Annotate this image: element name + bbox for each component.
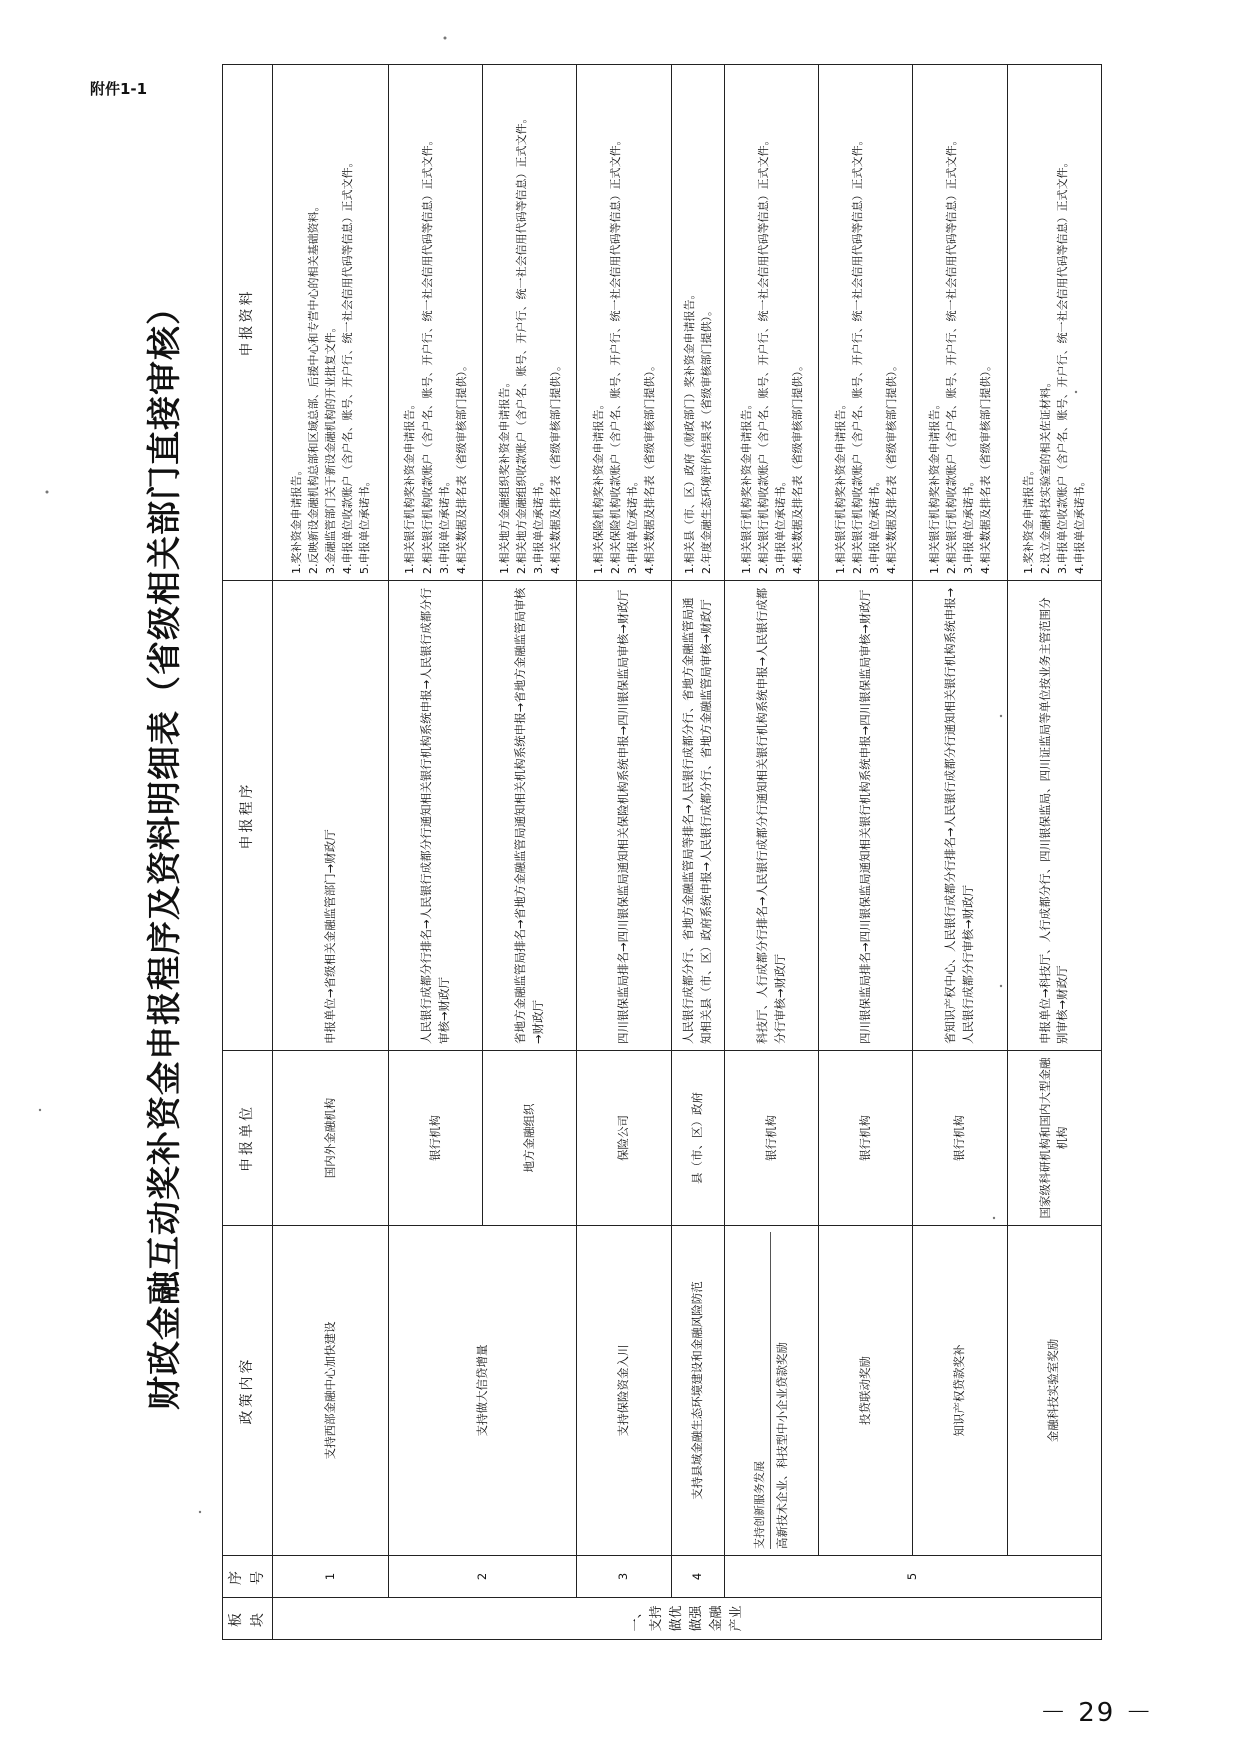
page-number: － 29 －: [1040, 1698, 1154, 1728]
table-row: [913, 65, 1007, 1640]
policy-cell: 支持西部金融中心加快建设: [273, 1226, 389, 1556]
policy-cell: 金融科技实验室奖励: [1007, 1226, 1101, 1556]
material-line: 3.金融监管部门关于新设金融机构的开业批复文件。: [324, 321, 338, 574]
rotated-page-body: [130, 60, 1130, 1640]
materials-cell: [671, 65, 724, 581]
procedure-cell: 省地方金融监管局排名→省地方金融监管局通知相关机构系统申报→省地方金融监管局审核→财政厅: [483, 581, 577, 1051]
material-line: 2.相关银行机构收款账户（含户名、账号、开户行、统一社会信用代码等信息）正式文件。: [756, 134, 770, 574]
material-line: 4.申报单位承诺书。: [1073, 475, 1087, 574]
header-procedure: 申报程序: [223, 581, 273, 1051]
material-line: 3.申报单位承诺书。: [531, 475, 545, 574]
material-line: 5.申报单位承诺书。: [358, 475, 372, 574]
table-row: [671, 65, 724, 1640]
materials-cell: [483, 65, 577, 581]
table-row: [577, 65, 671, 1640]
row-no: 1: [273, 1556, 389, 1598]
procedure-cell: 四川银保监局排名→四川银保监局通知相关银行机构系统申报→四川银保监局审核→财政厅: [819, 581, 913, 1051]
material-line: 4.相关数据及排名表（省级审核部门提供）。: [548, 360, 562, 574]
materials-cell: [725, 65, 819, 581]
unit-cell: 保险公司: [577, 1051, 671, 1226]
material-line: 1.相关银行机构奖补资金申请报告。: [739, 398, 753, 574]
materials-cell: [388, 65, 482, 581]
header-no: 序号: [223, 1556, 273, 1598]
material-line: 2.年度金融生态环境评价结果表（省级审核部门提供）。: [699, 305, 713, 574]
unit-cell: 银行机构: [725, 1051, 819, 1226]
unit-cell: 国家级科研机构和国内大型金融机构: [1007, 1051, 1101, 1226]
material-line: 1.奖补资金申请报告。: [1022, 464, 1036, 574]
procedure-cell: 四川银保监局排名→四川银保监局通知相关保险机构系统申报→四川银保监局审核→财政厅: [577, 581, 671, 1051]
policy-cell: 投贷联动奖励: [819, 1226, 913, 1556]
unit-cell: 地方金融组织: [483, 1051, 577, 1226]
unit-cell: 银行机构: [388, 1051, 482, 1226]
header-unit: 申报单位: [223, 1051, 273, 1226]
attachment-label: 附件1-1: [90, 80, 148, 98]
section-cell: 一、支持做优做强金融产业: [273, 1598, 1102, 1640]
material-line: 4.相关数据及排名表（省级审核部门提供）。: [790, 360, 804, 574]
page-title: 财政金融互动奖补资金申报程序及资料明细表（省级相关部门直接审核）: [145, 290, 185, 1410]
table-row: [273, 65, 389, 1640]
application-table: [222, 64, 1102, 1640]
material-line: 3.申报单位收款账户（含户名、账号、开户行、统一社会信用代码等信息）正式文件。: [1056, 156, 1070, 574]
material-line: 1.相关县（市、区）政府（财政部门）奖补资金申请报告。: [682, 288, 696, 574]
material-line: 4.相关数据及排名表（省级审核部门提供）。: [643, 360, 657, 574]
material-line: 4.相关数据及排名表（省级审核部门提供）。: [884, 360, 898, 574]
unit-cell: 银行机构: [913, 1051, 1007, 1226]
materials-cell: [1007, 65, 1101, 581]
table-row: [819, 65, 913, 1640]
procedure-cell: 人民银行成都分行排名→人民银行成都分行通知相关银行机构系统申报→人民银行成都分行审核→财政厅: [388, 581, 482, 1051]
material-line: 1.相关银行机构奖补资金申请报告。: [927, 398, 941, 574]
header-policy: 政策内容: [223, 1226, 273, 1556]
materials-cell: [819, 65, 913, 581]
materials-cell: [577, 65, 671, 581]
materials-cell: [913, 65, 1007, 581]
policy-cell: 知识产权贷款奖补: [913, 1226, 1007, 1556]
material-line: 1.相关保险机构奖补资金申请报告。: [591, 398, 605, 574]
policy-cell: 支持县域金融生态环境建设和金融风险防范: [671, 1226, 724, 1556]
procedure-cell: 人民银行成都分行、省地方金融监管局等排名→人民银行成都分行、省地方金融监管局通知相关县（市、区）政府系统申报→人民银行成都分行、省地方金融监管局审核→财政厅: [671, 581, 724, 1051]
material-line: 2.设立金融科技实验室的相关佐证材料。: [1039, 376, 1053, 574]
material-line: 3.申报单位承诺书。: [437, 475, 451, 574]
material-line: 2.相关保险机构收款账户（含户名、账号、开户行、统一社会信用代码等信息）正式文件。: [608, 134, 622, 574]
policy-cell: [725, 1226, 819, 1556]
procedure-cell: 省知识产权中心、人民银行成都分行排名→人民银行成都分行通知相关银行机构系统申报→人民银行成都分行审核→财政厅: [913, 581, 1007, 1051]
material-line: 3.申报单位承诺书。: [626, 475, 640, 574]
material-line: 2.相关银行机构收款账户（含户名、账号、开户行、统一社会信用代码等信息）正式文件。: [850, 134, 864, 574]
material-line: 4.相关数据及排名表（省级审核部门提供）。: [454, 360, 468, 574]
table-row: [725, 65, 819, 1640]
unit-cell: 银行机构: [819, 1051, 913, 1226]
material-line: 2.相关银行机构收款账户（含户名、账号、开户行、统一社会信用代码等信息）正式文件。: [945, 134, 959, 574]
material-line: 4.相关数据及排名表（省级审核部门提供）。: [979, 360, 993, 574]
material-line: 1.相关地方金融组织奖补资金申请报告。: [497, 376, 511, 574]
policy-cell: 支持做大信贷增量: [388, 1226, 576, 1556]
material-line: 3.申报单位承诺书。: [773, 475, 787, 574]
unit-cell: 县（市、区）政府: [671, 1051, 724, 1226]
materials-cell: [273, 65, 389, 581]
unit-cell: 国内外金融机构: [273, 1051, 389, 1226]
procedure-cell: 科技厅、人行成都分行排名→人民银行成都分行通知相关银行机构系统申报→人民银行成都分行审核→财政厅: [725, 581, 819, 1051]
row-no: 5: [725, 1556, 1102, 1598]
material-line: 1.相关银行机构奖补资金申请报告。: [833, 398, 847, 574]
policy-text: 高新技术企业、科技型中小企业贷款奖励: [775, 1342, 790, 1549]
table-header-row: [223, 65, 273, 1640]
row-no: 4: [671, 1556, 724, 1598]
row-no: 2: [388, 1556, 576, 1598]
row-no: 3: [577, 1556, 671, 1598]
header-section: 板块: [223, 1598, 273, 1640]
table-row: [388, 65, 482, 1640]
procedure-cell: 申报单位→省级相关金融监管部门→财政厅: [273, 581, 389, 1051]
material-line: 2.相关银行机构收款账户（含户名、账号、开户行、统一社会信用代码等信息）正式文件。: [420, 134, 434, 574]
material-line: 3.申报单位承诺书。: [962, 475, 976, 574]
material-line: 2.相关地方金融组织收款账户（含户名、账号、开户行、统一社会信用代码等信息）正式文件。: [514, 112, 528, 574]
material-line: 2.反映新设金融机构总部和区域总部、后援中心和专营中心的相关基础资料。: [307, 200, 321, 574]
group-label: 支持创新服务发展: [751, 1232, 771, 1549]
material-line: 3.申报单位承诺书。: [867, 475, 881, 574]
material-line: 1.奖补资金申请报告。: [290, 464, 304, 574]
material-line: 1.相关银行机构奖补资金申请报告。: [403, 398, 417, 574]
procedure-cell: 申报单位→科技厅、人行成都分行、四川银保监局、四川证监局等单位按业务主管范围分别审核→财政厅: [1007, 581, 1101, 1051]
material-line: 4.申报单位收款账户（含户名、账号、开户行、统一社会信用代码等信息）正式文件。: [341, 156, 355, 574]
table-row: [1007, 65, 1101, 1640]
header-materials: 申报资料: [223, 65, 273, 581]
policy-cell: 支持保险资金入川: [577, 1226, 671, 1556]
